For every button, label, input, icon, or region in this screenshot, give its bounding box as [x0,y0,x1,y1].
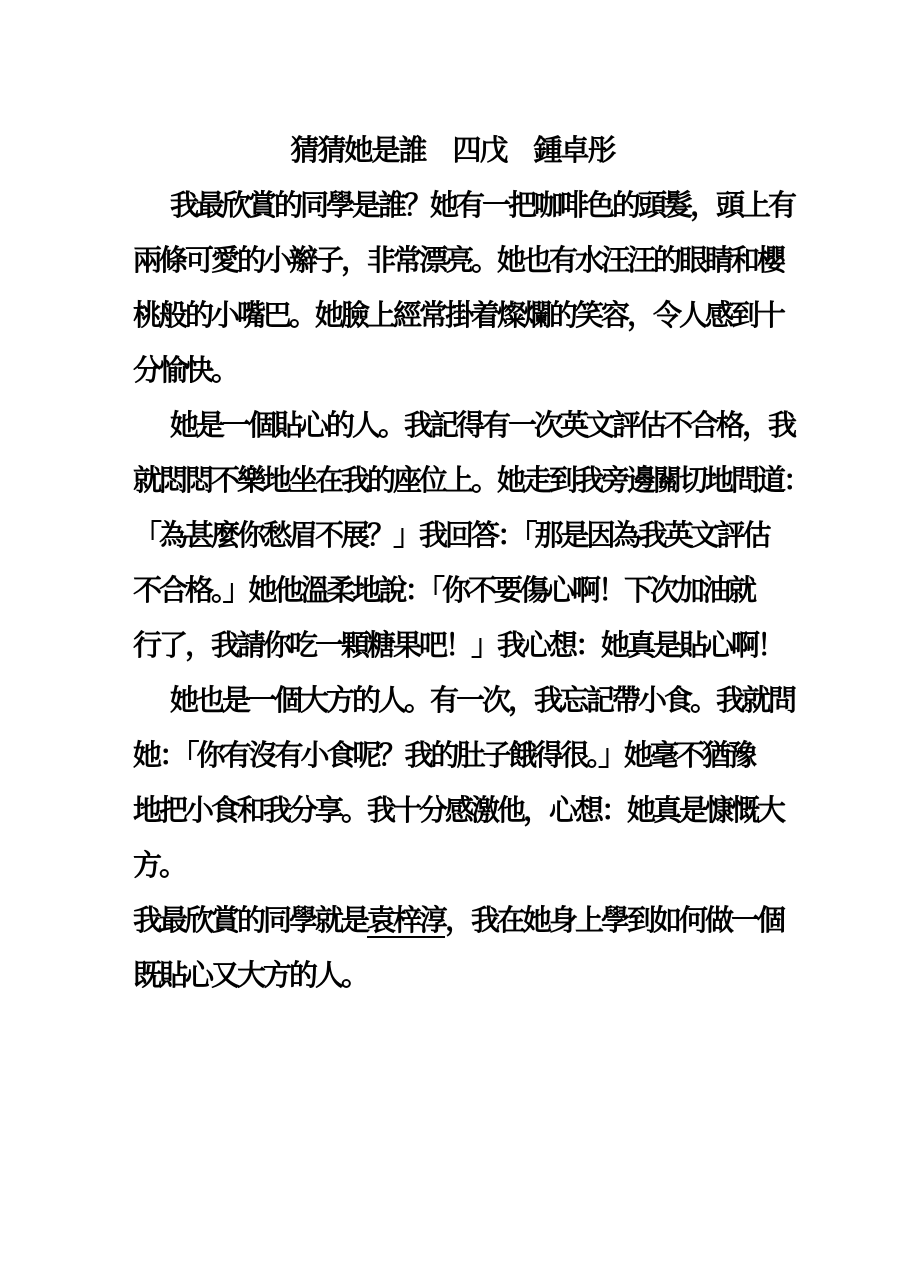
closing-text-before-name: 我最欣賞的同學就是 [133,905,368,937]
text-line: 兩條可愛的小辮子，非常漂亮。她也有水汪汪的眼睛和櫻 [133,245,784,277]
text-line: 分愉快。 [133,355,238,387]
text-line [133,894,784,949]
text-line: 我最欣賞的同學是誰？她有一把咖啡色的頭髮，頭上有 [170,190,795,222]
text-line: 地把小食和我分享。我十分感激他，心想：她真是慷慨大 [133,795,784,827]
paragraph-generous [133,674,795,894]
text-line: 她是一個貼心的人。我記得有一次英文評估不合格，我 [170,410,795,442]
text-line: 不合格。」她他溫柔地說：「你不要傷心啊！下次加油就 [133,575,755,607]
paragraph-closing [133,894,784,1004]
paragraph-appearance [133,179,795,399]
text-line: 行了，我請你吃一顆糖果吧！」我心想：她真是貼心啊！ [133,630,784,662]
text-line: 既貼心又大方的人。 [133,960,368,992]
essay-title: 猜猜她是誰 四戊 鍾卓彤 [290,135,615,167]
text-line: 她：「你有沒有小食呢？我的肚子餓得很。」她毫不猶豫 [133,740,755,772]
essay-body [133,179,810,1004]
paragraph-considerate [133,399,810,674]
text-line: 方。 [133,850,186,882]
text-line: 桃般的小嘴巴。她臉上經常掛着燦爛的笑容，令人感到十 [133,300,784,332]
text-line: 她也是一個大方的人。有一次，我忘記帶小食。我就問 [170,685,795,717]
student-name-underlined: 袁梓淳 [367,905,446,937]
text-line: 就悶悶不樂地坐在我的座位上。她走到我旁邊關切地問道： [133,465,810,497]
closing-text-after-name: ，我在她身上學到如何做一個 [445,905,784,937]
text-line: 「為甚麼你愁眉不展？」我回答：「那是因為我英文評估 [133,520,769,552]
